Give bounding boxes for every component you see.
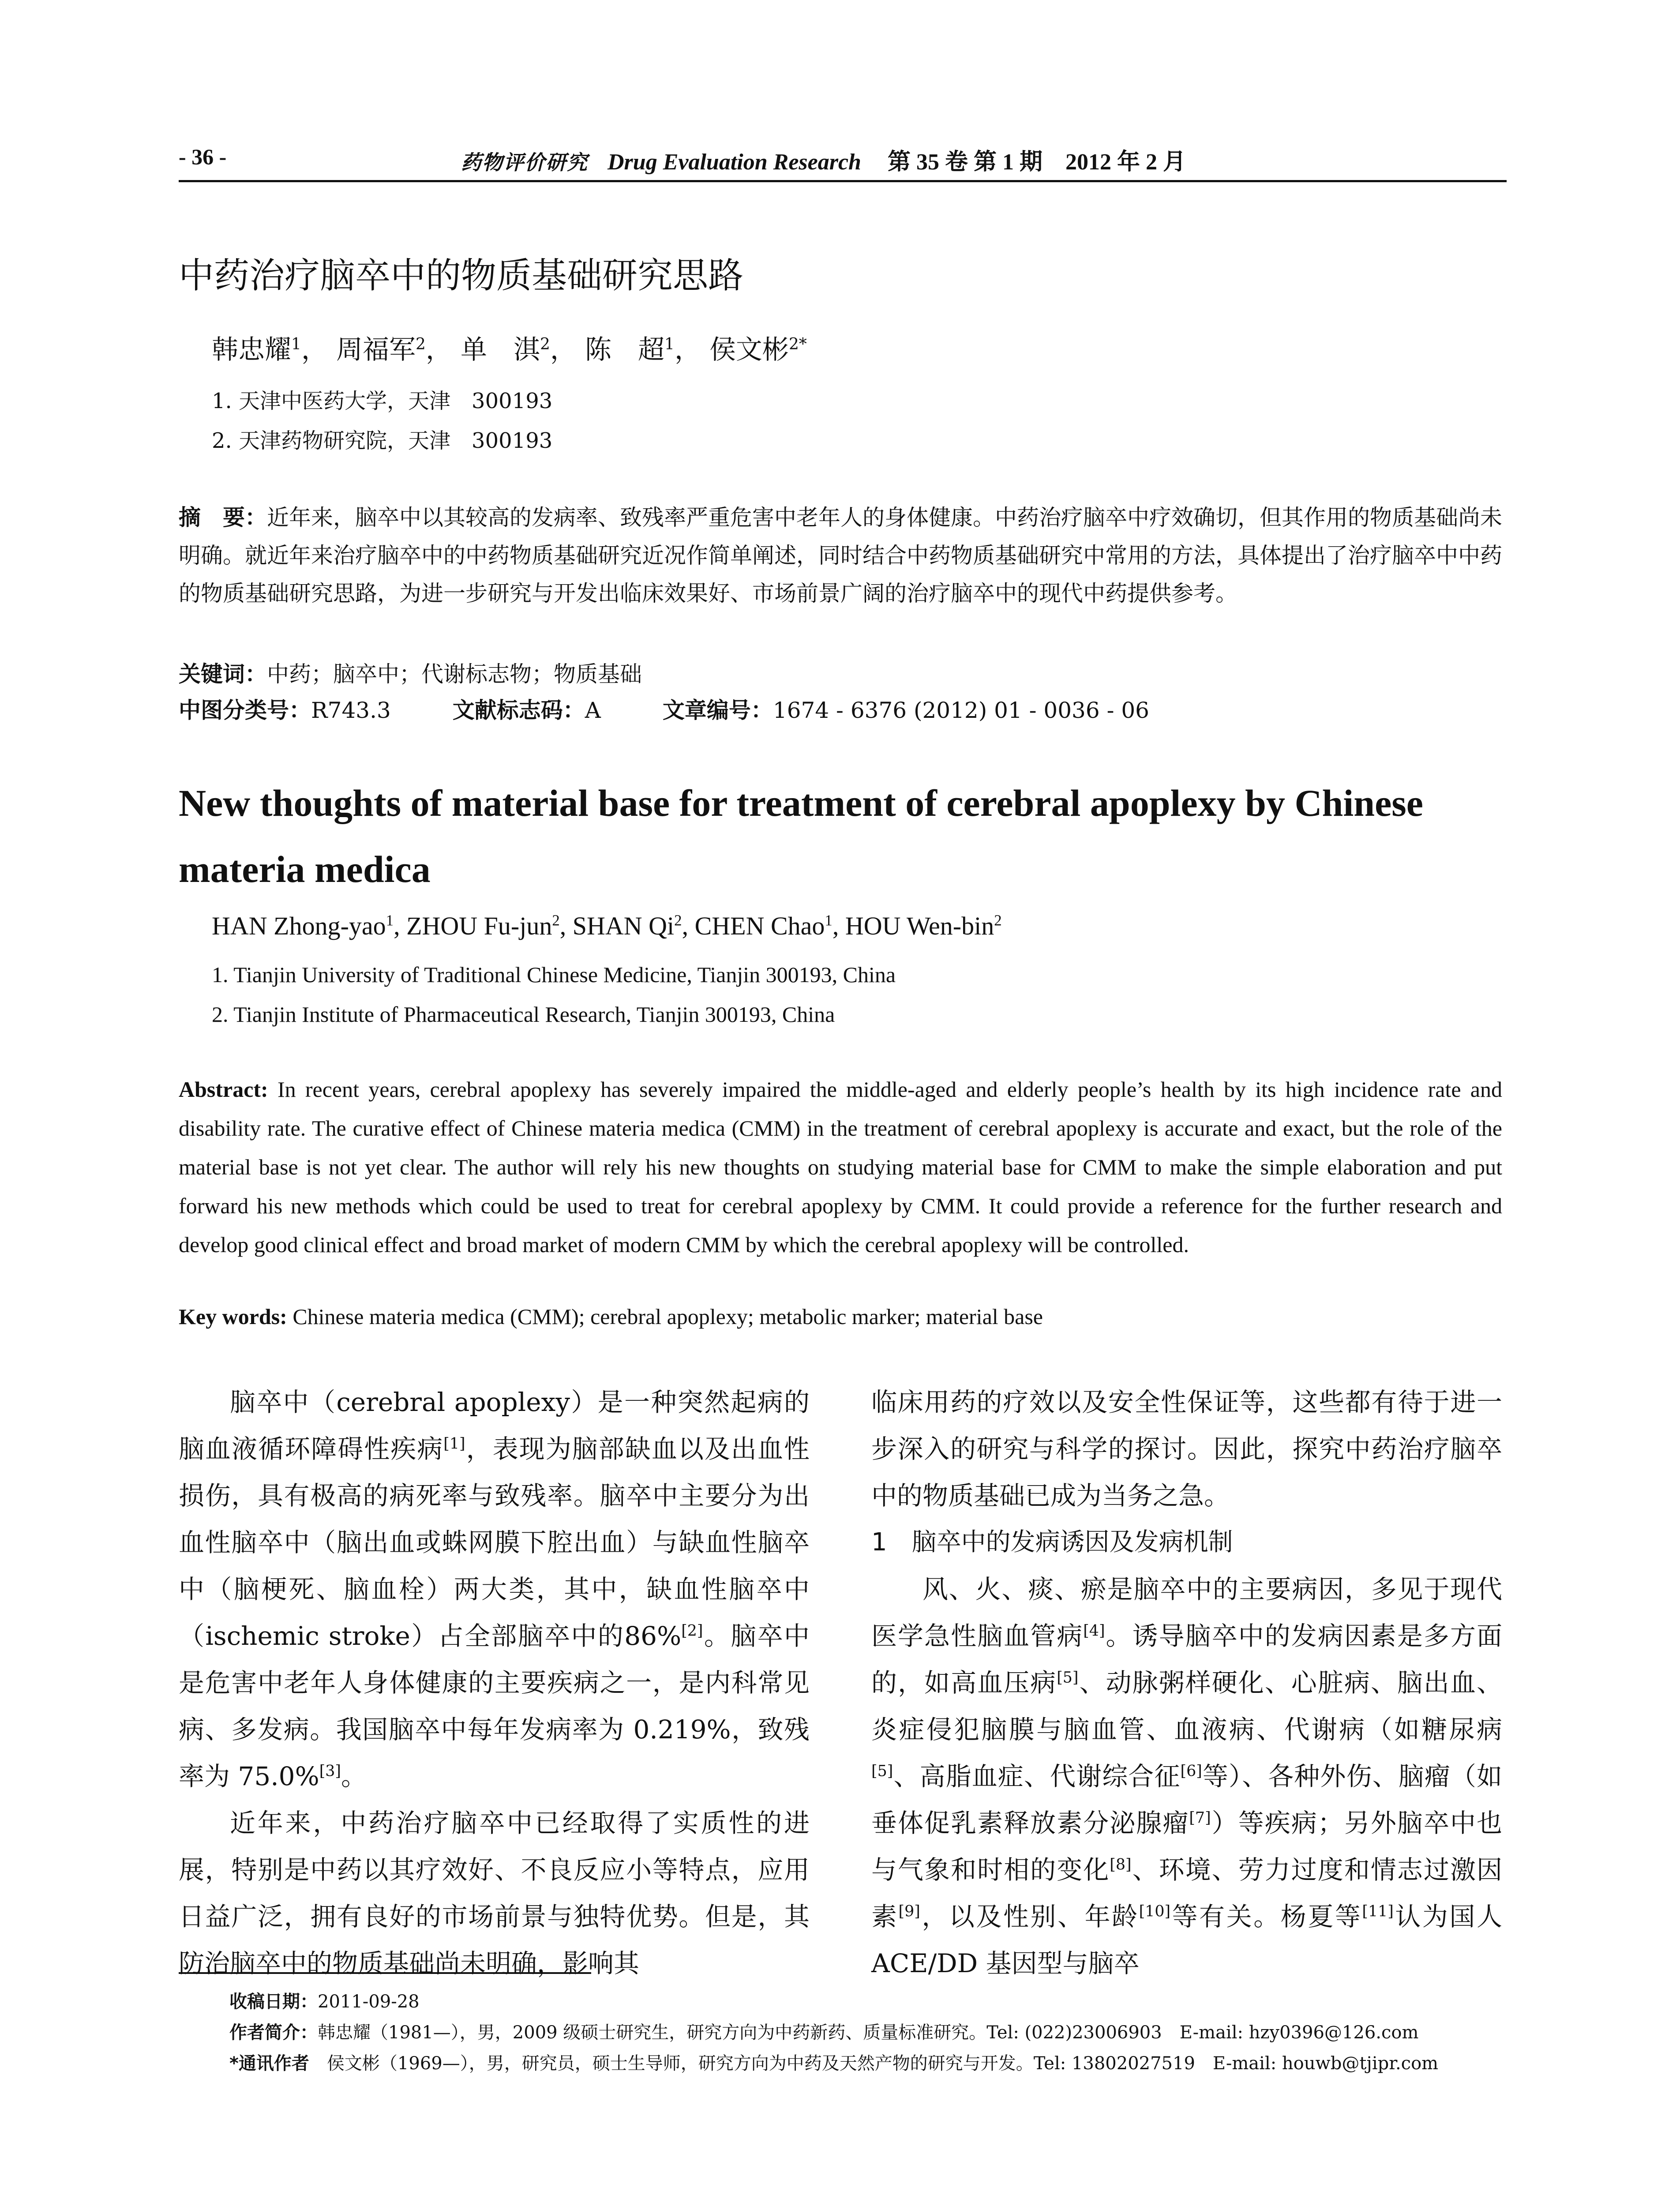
- author-sup-en: 1: [386, 912, 394, 929]
- citation: [7]: [1189, 1809, 1211, 1827]
- journal-info: [461, 143, 1186, 176]
- body-text: ）等疾病；另外脑卒中也与气象和时相的变化: [871, 1808, 1502, 1885]
- author-sup: 2*: [788, 335, 807, 353]
- author-name-en: CHEN Chao: [694, 912, 825, 940]
- citation: [9]: [898, 1902, 920, 1921]
- article-title-cn: 中药治疗脑卒中的物质基础研究思路: [179, 255, 743, 296]
- journal-name-en: Drug Evaluation Research: [608, 150, 861, 175]
- body-paragraph: [179, 1379, 810, 1800]
- citation: [10]: [1139, 1902, 1171, 1921]
- doc-code-label: 文献标志码：: [452, 698, 585, 723]
- citation: [2]: [681, 1622, 703, 1640]
- body-right-column: [871, 1379, 1502, 1987]
- article-no-label: 文章编号：: [662, 698, 773, 723]
- body-text: 脑卒中（cerebral apoplexy）是一种突然起病的脑血液循环障碍性疾病: [179, 1387, 810, 1464]
- body-text: ，表现为脑部缺血以及出血性损伤，具有极高的病死率与致残率。脑卒中主要分为出血性脑卒中（脑出血或蛛网膜下腔出血）与缺血性脑卒中（脑梗死、脑血栓）两大类，其中，缺血性脑卒中（ischemic stroke）占全部脑卒中的86%: [179, 1434, 810, 1651]
- body-text: 。诱导脑卒中的发病因素是多方面的，如高血压病: [871, 1621, 1502, 1698]
- author-name: 侯文彬: [709, 334, 789, 365]
- body-text: 、高脂血症、代谢综合征: [893, 1761, 1181, 1791]
- keywords-label-cn: 关键词：: [179, 661, 267, 687]
- abstract-text-cn: 近年来，脑卒中以其较高的发病率、致残率严重危害中老年人的身体健康。中药治疗脑卒中疗效确切，但其作用的物质基础尚未明确。就近年来治疗脑卒中的中药物质基础研究近况作简单阐述，同时结合中药物质基础研究中常用的方法，具体提出了治疗脑卒中中药的物质基础研究思路，为进一步研究与开发出临床效果好、市场前景广阔的治疗脑卒中的现代中药提供参考。: [179, 505, 1502, 606]
- affiliation-en-2: 2. Tianjin Institute of Pharmaceutical Research, Tianjin 300193, China: [212, 1002, 835, 1027]
- journal-logo: 药物评价研究: [461, 150, 588, 174]
- body-text: 风、火、痰、瘀是脑卒中的主要病因，多见于现代医学急性脑血管病: [871, 1574, 1502, 1651]
- footnote-received: [229, 1988, 420, 2013]
- author-sup: 2: [540, 335, 550, 353]
- author-sup: 2: [415, 335, 426, 353]
- affiliation-en-1: 1. Tianjin University of Traditional Chinese Medicine, Tianjin 300193, China: [212, 962, 896, 987]
- footnote-corresponding: [229, 2049, 1438, 2075]
- doc-code-value: A: [585, 698, 601, 723]
- citation: [6]: [1180, 1762, 1202, 1780]
- footnote-value: 韩忠耀（1981—），男，2009 级硕士研究生，研究方向为中药新药、质量标准研究。Tel: (022)23006903 E-mail: hzy0396@126.com: [318, 2022, 1419, 2043]
- body-text: 等）、各种外伤、脑瘤（如垂体促乳素释放素分泌腺瘤: [871, 1761, 1502, 1838]
- affiliation-cn-2: 2. 天津药物研究院，天津 300193: [212, 428, 553, 453]
- running-header: [179, 140, 1507, 182]
- author-sup-en: 2: [994, 912, 1002, 929]
- abstract-label-cn: 摘 要：: [179, 505, 267, 530]
- authors-en: HAN Zhong-yao$^1$, ZHOU Fu-jun$^2$, SHAN Qi$^2$, CHEN Chao$^1$, HOU Wen-bin$^2$: [212, 912, 1002, 940]
- keywords-text-cn: 中药；脑卒中；代谢标志物；物质基础: [267, 661, 642, 687]
- body-text: 。: [341, 1761, 367, 1791]
- footnote-label: 作者简介：: [229, 2022, 318, 2043]
- footnote-divider: [179, 1972, 591, 1974]
- body-paragraph: 近年来，中药治疗脑卒中已经取得了实质性的进展，特别是中药以其疗效好、不良反应小等特点，应用日益广泛，拥有良好的市场前景与独特优势。但是，其防治脑卒中的物质基础尚未明确，影响其: [179, 1808, 810, 1978]
- section-heading: 1 脑卒中的发病诱因及发病机制: [871, 1528, 1233, 1557]
- citation: [5]: [871, 1762, 893, 1780]
- author-name-en: SHAN Qi: [572, 912, 675, 940]
- author-name: 韩忠耀: [212, 334, 291, 365]
- keywords-cn: [179, 655, 642, 693]
- footnote-value: 2011-09-28: [318, 1992, 420, 2012]
- body-paragraph: 临床用药的疗效以及安全性保证等，这些都有待于进一步深入的研究与科学的探讨。因此，探究中药治疗脑卒中的物质基础已成为当务之急。: [871, 1387, 1502, 1511]
- author-name: 单 淇: [460, 334, 540, 365]
- keywords-label-en: Key words:: [179, 1304, 287, 1329]
- footnote-value: 侯文彬（1969—），男，研究员，硕士生导师，研究方向为中药及天然产物的研究与开发。Tel: 13802027519 E-mail: houwb@tjipr.com: [326, 2053, 1439, 2074]
- body-text: 认为国人 ACE/DD 基因型与脑卒: [871, 1902, 1502, 1978]
- authors-cn: 韩忠耀$^1$， 周福军$^2$， 单 淇$^2$， 陈 超$^1$， 侯文彬$^{2*}$: [212, 334, 807, 365]
- body-text: 等有关。杨夏等: [1170, 1902, 1362, 1932]
- clc-label: 中图分类号：: [179, 698, 311, 723]
- citation: [4]: [1083, 1622, 1105, 1640]
- author-sup: 1: [664, 335, 675, 353]
- abstract-label-en: Abstract:: [179, 1077, 268, 1102]
- author-name-en: HAN Zhong-yao: [212, 912, 386, 940]
- author-name: 陈 超: [585, 334, 664, 365]
- citation: [3]: [319, 1762, 341, 1780]
- citation: [1]: [443, 1435, 465, 1453]
- author-name-en: ZHOU Fu-jun: [406, 912, 552, 940]
- citation: [8]: [1110, 1856, 1132, 1874]
- article-title-en: New thoughts of material base for treatment of cerebral apoplexy by Chinese materia medica: [179, 782, 1423, 890]
- classification-row: [179, 693, 1149, 724]
- issue-info: 第 35 卷 第 1 期 2012 年 2 月: [887, 150, 1186, 175]
- keywords-en: [179, 1304, 1043, 1329]
- author-sup-en: 2: [552, 912, 560, 929]
- abstract-text-en: In recent years, cerebral apoplexy has severely impaired the middle-aged and elderly people’s health by its high incidence rate and disability rate. The curative effect of Chinese materia medica (CMM) in the treatment of cerebral apoplexy is accurate and exact, but the role of the material base is not yet clear. The author will rely his new thoughts on studying material base for CMM to make the simple elaboration and put forward his new methods which could be used to treat for cerebral apoplexy by CMM. It could provide a reference for the further research and develop good clinical effect and broad market of modern CMM by which the cerebral apoplexy will be controlled.: [179, 1077, 1503, 1257]
- author-name: 周福军: [336, 334, 416, 365]
- footnote-author: [229, 2018, 1418, 2044]
- citation: [11]: [1362, 1902, 1394, 1921]
- body-paragraph: [871, 1566, 1502, 1987]
- footnote-label: 收稿日期：: [229, 1992, 318, 2012]
- body-text: 。脑卒中是危害中老年人身体健康的主要疾病之一，是内科常见病、多发病。我国脑卒中每年发病率为 0.219%，致残率为 75.0%: [179, 1621, 810, 1791]
- body-text: 、动脉粥样硬化、心脏病、脑出血、炎症侵犯脑膜与脑血管、血液病、代谢病（如糖尿病: [871, 1668, 1502, 1745]
- body-text: ，以及性别、年龄: [920, 1902, 1139, 1932]
- page-number: - 36 -: [179, 144, 227, 169]
- abstract-en: [179, 1070, 1502, 1264]
- footnote-label: *通讯作者: [229, 2053, 309, 2074]
- keywords-text-en: Chinese materia medica (CMM); cerebral apoplexy; metabolic marker; material base: [292, 1304, 1043, 1329]
- author-sup-en: 2: [674, 912, 682, 929]
- abstract-cn: [179, 499, 1502, 612]
- body-text: 、环境、劳力过度和情志过激因素: [871, 1855, 1502, 1932]
- body-left-column: [179, 1379, 810, 1987]
- affiliation-cn-1: 1. 天津中医药大学，天津 300193: [212, 389, 553, 413]
- author-sup: 1: [291, 335, 301, 353]
- author-sup-en: 1: [825, 912, 832, 929]
- clc-value: R743.3: [311, 698, 391, 723]
- article-no-value: 1674 - 6376 (2012) 01 - 0036 - 06: [772, 698, 1149, 723]
- citation: [5]: [1057, 1669, 1079, 1687]
- author-name-en: HOU Wen-bin: [845, 912, 994, 940]
